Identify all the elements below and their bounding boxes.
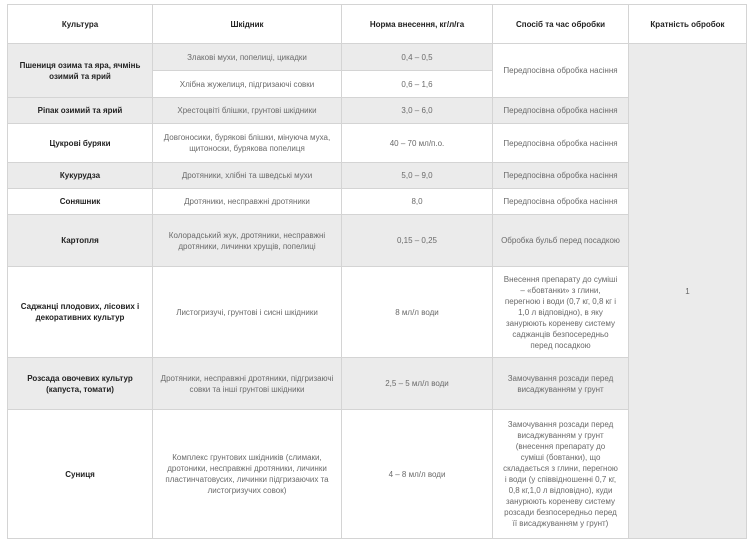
rate-cell: 0,6 – 1,6: [342, 71, 493, 98]
header-rate: Норма внесення, кг/л/га: [342, 5, 493, 44]
rate-cell: 40 – 70 мл/п.о.: [342, 124, 493, 163]
pest-cell: Довгоносики, бурякові блішки, мінуюча муха, щитоноски, бурякова попелиця: [153, 124, 342, 163]
rate-cell: 3,0 – 6,0: [342, 98, 493, 124]
method-cell: Передпосівна обробка насіння: [493, 98, 629, 124]
crop-cell: Ріпак озимий та ярий: [8, 98, 153, 124]
crop-cell: Пшениця озима та яра, ячмінь озимий та ярий: [8, 44, 153, 98]
crop-cell: Картопля: [8, 215, 153, 267]
crop-cell: Суниця: [8, 410, 153, 539]
header-multiplicity: Кратність обробок: [629, 5, 747, 44]
pest-cell: Хлібна жужелиця, підгризаючі совки: [153, 71, 342, 98]
method-cell: Внесення препарату до суміші – «бовтанки» з глини, перегною і води (0,7 кг, 0,8 кг і 1,0 л відповідно), в яку занурюють кореневу систему саджанців безпосередньо перед посадкою: [493, 267, 629, 358]
method-cell: Передпосівна обробка насіння: [493, 124, 629, 163]
crop-cell: Розсада овочевих культур (капуста, томати): [8, 358, 153, 410]
method-cell: Обробка бульб перед посадкою: [493, 215, 629, 267]
rate-cell: 0,15 – 0,25: [342, 215, 493, 267]
pest-cell: Листогризучі, грунтові і сисні шкідники: [153, 267, 342, 358]
rate-cell: 4 – 8 мл/л води: [342, 410, 493, 539]
pest-cell: Колорадський жук, дротяники, несправжні дротяники, личинки хрущів, попелиці: [153, 215, 342, 267]
method-cell: Замочування розсади перед висаджуванням у грунт (внесення препарату до суміші (бовтанки), що складається з глини, перегною і води (у співвідношенні 0,7 кг, 0,8 кг,1,0 л відповідно), куди занурюють кореневу систему розсади безпосередньо перед її висаджуванням у грунт): [493, 410, 629, 539]
crop-cell: Соняшник: [8, 189, 153, 215]
crop-cell: Саджанці плодових, лісових і декоративних культур: [8, 267, 153, 358]
pest-cell: Дротяники, несправжні дротяники: [153, 189, 342, 215]
multiplicity-cell: 1: [629, 44, 747, 539]
method-cell: Передпосівна обробка насіння: [493, 163, 629, 189]
pest-cell: Комплекс грунтових шкідників (слимаки, дротоники, несправжні дротяники, личинки пластинчатовусих, личинки підгризаючих та листогризучих совок): [153, 410, 342, 539]
crop-cell: Кукурудза: [8, 163, 153, 189]
header-method: Спосіб та час обробки: [493, 5, 629, 44]
rate-cell: 5,0 – 9,0: [342, 163, 493, 189]
header-crop: Культура: [8, 5, 153, 44]
rate-cell: 8 мл/л води: [342, 267, 493, 358]
pest-cell: Дротяники, несправжні дротяники, підгризаючі совки та інші грунтові шкідники: [153, 358, 342, 410]
method-cell: Передпосівна обробка насіння: [493, 189, 629, 215]
treatment-table: [7, 4, 747, 539]
crop-cell: Цукрові буряки: [8, 124, 153, 163]
pest-cell: Дротяники, хлібні та шведські мухи: [153, 163, 342, 189]
table-row: [8, 44, 747, 71]
table-header-row: [8, 5, 747, 44]
rate-cell: 2,5 – 5 мл/л води: [342, 358, 493, 410]
rate-cell: 0,4 – 0,5: [342, 44, 493, 71]
method-cell: Передпосівна обробка насіння: [493, 44, 629, 98]
rate-cell: 8,0: [342, 189, 493, 215]
header-pest: Шкідник: [153, 5, 342, 44]
method-cell: Замочування розсади перед висаджуванням у грунт: [493, 358, 629, 410]
pest-cell: Хрестоцвіті блішки, грунтові шкідники: [153, 98, 342, 124]
pest-cell: Злакові мухи, попелиці, цикадки: [153, 44, 342, 71]
